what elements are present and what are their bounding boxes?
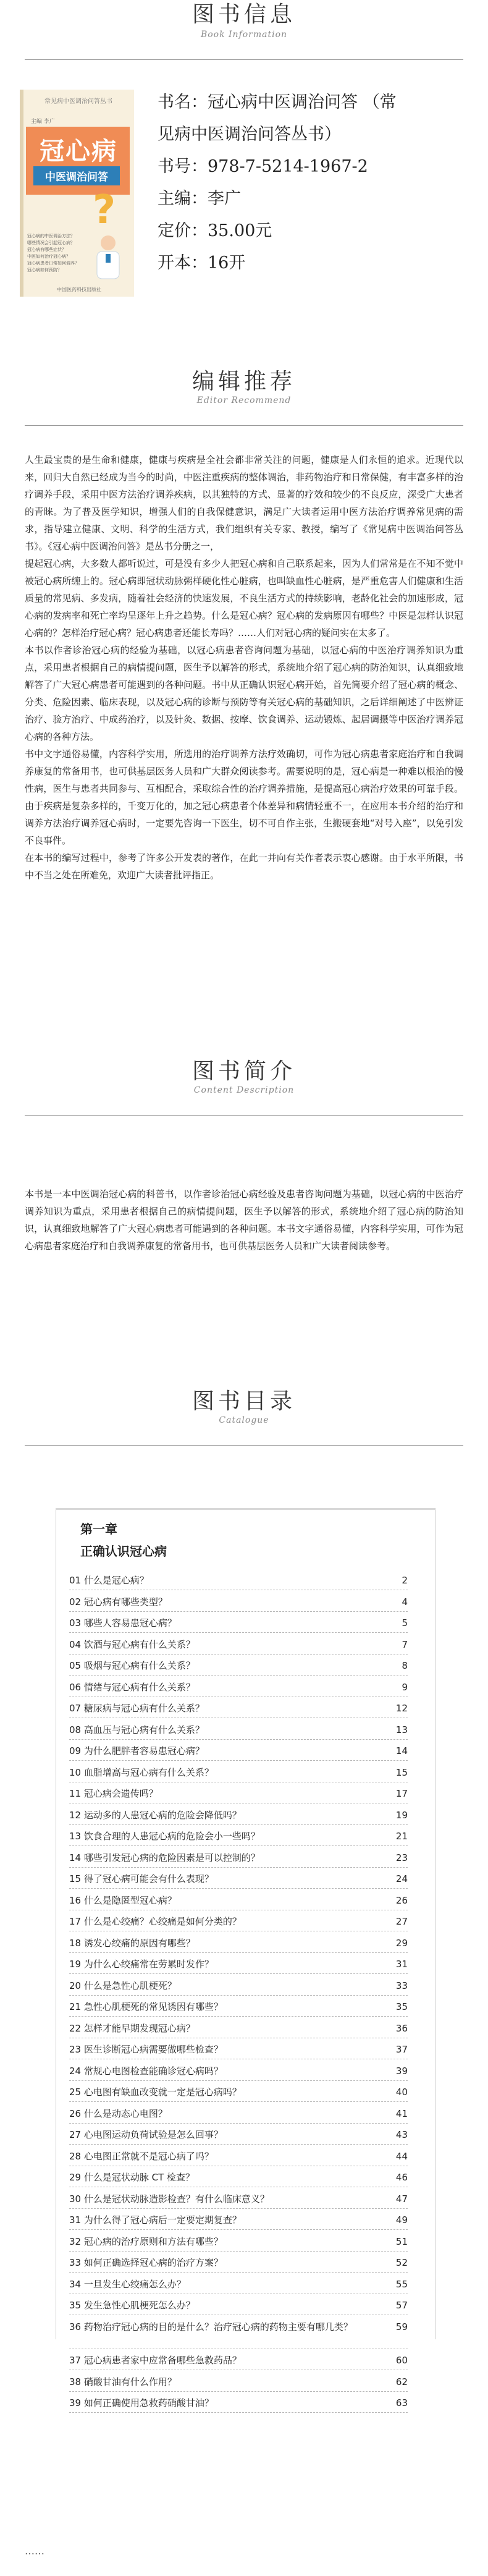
- toc-item-title: 11 冠心病会遗传吗？: [69, 1788, 158, 1799]
- toc-item[interactable]: [69, 2023, 408, 2034]
- toc-item-page: 63: [395, 2397, 408, 2409]
- recommend-paragraph: 人生最宝贵的是生命和健康，健康与疾病是全社会都非常关注的问题，健康是人们永恒的追求。近现代以来，回归大自然已经成为当今的时尚，中医注重疾病的整体调治，非药物治疗和日常保健，有丰富多样的治疗调养手段，采用中医方法治疗调养疾病，以其独特的方式、显著的疗效和较少的不良反应，深受广大患者的青睐。为了普及医学知识，增强人们的自我保健意识，满足广大读者运用中医方法治疗调养常见病的需求，指导建立健康、文明、科学的生活方式，我们组织有关专家、教授，编写了《常见病中医调治问答丛书》。《冠心病中医调治问答》是丛书分册之一，: [25, 454, 463, 552]
- cover-title: 冠心病: [40, 137, 117, 166]
- toc-item-page: 43: [395, 2129, 408, 2140]
- toc-item[interactable]: [69, 1959, 408, 1970]
- toc-item[interactable]: [69, 1745, 408, 1756]
- recommend-body: [25, 451, 463, 1131]
- intro-paragraph: 本书是一本中医调治冠心病的科普书，以作者诊治冠心病经验及患者咨询问题为基础，以冠心病的中医治疗调养知识为重点，采用患者根据自己的病情提问题，医生予以解答的形式，系统地介绍了冠心病的防治知识，认真细致地解答了广大冠心病患者可能遇到的各种问题。本书文字通俗易懂，内容科学实用，可作为冠心病患者家庭治疗和自我调养康复的常备用书，也可供基层医务人员和广大读者阅读参考。: [25, 1188, 463, 1252]
- toc-item-page: 19: [395, 1809, 408, 1821]
- toc-dotted-rule: [69, 2166, 408, 2167]
- toc-item[interactable]: [69, 2151, 408, 2162]
- toc-item[interactable]: [69, 2193, 408, 2205]
- toc-item-page: 21: [395, 1831, 408, 1842]
- toc-dotted-rule: [69, 1675, 408, 1676]
- toc-item-title: 12 运动多的人患冠心病的危险会降低吗？: [69, 1809, 242, 1821]
- toc-dotted-rule: [69, 2294, 408, 2295]
- toc-item-title: 30 什么是冠状动脉造影检查？有什么临床意义？: [69, 2193, 269, 2205]
- cover-spine: [20, 90, 23, 297]
- toc-dotted-rule: [69, 2391, 408, 2392]
- toc-item-title: 39 如何正确使用急救药硝酸甘油？: [69, 2397, 214, 2409]
- divider: [25, 1445, 463, 1446]
- toc-item-title: 05 吸烟与冠心病有什么关系？: [69, 1660, 195, 1671]
- toc-item-page: 14: [395, 1745, 408, 1756]
- toc-item[interactable]: [69, 2376, 408, 2387]
- toc-dotted-rule: [69, 1888, 408, 1889]
- toc-item-title: 04 饮酒与冠心病有什么关系？: [69, 1638, 195, 1650]
- section-title: 图书目录: [191, 1389, 296, 1414]
- toc-item-page: 12: [395, 1703, 408, 1714]
- cover-publisher: 中国医药科技出版社: [57, 287, 101, 292]
- toc-item-page: 24: [395, 1873, 408, 1884]
- toc-item[interactable]: [69, 1831, 408, 1842]
- section-subtitle: Content Description: [193, 1085, 295, 1095]
- cover-blurb-line: 冠心病如何预防？: [27, 268, 62, 273]
- toc-item-page: 46: [395, 2172, 408, 2183]
- toc-item[interactable]: [69, 1703, 408, 1714]
- toc-dotted-rule: [69, 2251, 408, 2252]
- toc-item[interactable]: [69, 2355, 408, 2366]
- cover-blurb-line: 冠心病患者日常如何调养？: [27, 261, 79, 266]
- toc-item-page: 35: [395, 2001, 408, 2012]
- toc-item-page: 37: [395, 2044, 408, 2055]
- toc-dotted-rule: [69, 1931, 408, 1932]
- toc-item-page: 29: [395, 1937, 408, 1949]
- toc-item-title: 03 哪些人容易患冠心病？: [69, 1617, 177, 1629]
- toc-item[interactable]: [69, 2321, 408, 2332]
- toc-item[interactable]: [69, 2001, 408, 2012]
- toc-item-title: 20 什么是急性心肌梗死？: [69, 1980, 177, 1991]
- toc-item[interactable]: [69, 1980, 408, 1991]
- toc-dotted-rule: [69, 1782, 408, 1783]
- section-title: 图书简介: [191, 1059, 296, 1084]
- book-title: 书名：冠心病中医调治问答 （常: [158, 93, 397, 112]
- recommend-paragraph: 本书以作者诊治冠心病的经验为基础，以冠心病患者咨询问题为基础，以冠心病的中医治疗调养知识为重点，采用患者根据自己的病情提问题，医生予以解答的形式，系统地介绍了冠心病的防治知识，认真细致地解答了广大冠心病患者可能遇到的各种问题。书中从正确认识冠心病开始，首先简要介绍了冠心病的概念、分类、危险因素、临床表现，以及冠心病的诊断与预防等有关冠心病的基础知识，之后详细阐述了中医辨证治疗、验方治疗、中成药治疗，以及针灸、数据、按摩、饮食调养、运动锻炼、起居调摄等中医治疗调养冠心病的各种方法。: [25, 645, 463, 742]
- toc-item-title: 29 什么是冠状动脉 CT 检查？: [69, 2172, 195, 2183]
- toc-item[interactable]: [69, 1810, 408, 1821]
- toc-item[interactable]: [69, 1788, 408, 1799]
- toc-item-page: 59: [395, 2321, 408, 2332]
- toc-item-page: 17: [395, 1788, 408, 1799]
- book-title-cont: 见病中医调治问答丛书）: [158, 125, 341, 144]
- book-isbn: 书号：978-7-5214-1967-2: [158, 157, 368, 176]
- toc-item[interactable]: [69, 2087, 408, 2098]
- toc-item-title: 24 常规心电图检查能确诊冠心病吗？: [69, 2065, 223, 2077]
- toc-item-page: 40: [395, 2087, 408, 2098]
- book-price: 定价：35.00元: [158, 221, 272, 240]
- cover-blurb-line: 中医如何治疗冠心病？: [27, 254, 70, 259]
- toc-item[interactable]: [69, 1639, 408, 1650]
- section-header-recommend: [0, 368, 488, 405]
- toc-item-page: 5: [402, 1617, 408, 1629]
- toc-item[interactable]: [69, 2279, 408, 2290]
- toc-dotted-rule: [69, 1803, 408, 1804]
- toc-dotted-rule: [69, 2229, 408, 2231]
- toc-item-title: 32 冠心病的治疗原则和方法有哪些？: [69, 2235, 223, 2247]
- toc-dotted-rule: [69, 2272, 408, 2273]
- toc-item-title: 18 诱发心绞痛的原因有哪些？: [69, 1937, 195, 1949]
- section-title: 编辑推荐: [191, 369, 296, 394]
- toc-dotted-rule: [69, 2101, 408, 2103]
- toc-dotted-rule: [69, 2080, 408, 2082]
- toc-item[interactable]: [69, 2257, 408, 2268]
- toc-item[interactable]: [69, 1724, 408, 1735]
- toc-dotted-rule: [69, 2412, 408, 2413]
- toc-item[interactable]: [69, 2214, 408, 2226]
- toc-chapter-top-rule: [56, 1508, 435, 1510]
- toc-item-title: 16 什么是隐匿型冠心病？: [69, 1894, 177, 1906]
- toc-item-page: 41: [395, 2108, 408, 2119]
- toc-item-page: 13: [395, 1724, 408, 1735]
- toc-dotted-rule: [69, 2187, 408, 2188]
- toc-item-title: 08 高血压与冠心病有什么关系？: [69, 1724, 204, 1735]
- toc-dotted-rule: [69, 1952, 408, 1954]
- toc-item-page: 15: [395, 1766, 408, 1778]
- toc-item[interactable]: [69, 1852, 408, 1863]
- toc-item-title: 21 急性心肌梗死的常见诱因有哪些？: [69, 2001, 223, 2012]
- toc-dotted-rule: [69, 2144, 408, 2145]
- toc-item-page: 52: [395, 2257, 408, 2268]
- toc-dotted-rule: [69, 2123, 408, 2124]
- toc-item[interactable]: [69, 2129, 408, 2140]
- toc-item-page: 33: [395, 1980, 408, 1991]
- toc-dotted-rule: [69, 2370, 408, 2371]
- toc-dotted-rule: [69, 2208, 408, 2210]
- toc-item-page: 36: [395, 2022, 408, 2034]
- toc-item-page: 4: [402, 1596, 408, 1608]
- toc-item-page: 44: [395, 2150, 408, 2162]
- toc-item[interactable]: [69, 1682, 408, 1693]
- toc-dotted-rule: [69, 1995, 408, 1996]
- cover-authors: 主编 李广: [31, 119, 55, 125]
- toc-item-title: 22 怎样才能早期发现冠心病？: [69, 2022, 195, 2034]
- section-subtitle: Catalogue: [219, 1415, 269, 1425]
- toc-item-page: 47: [395, 2193, 408, 2205]
- book-editor: 主编：李广: [158, 189, 241, 208]
- recommend-paragraph: 在本书的编写过程中，参考了许多公开发表的著作，在此一并向有关作者表示衷心感谢。由于水平所限，书中不当之处在所难免，欢迎广大读者批评指正。: [25, 852, 463, 881]
- toc-item-title: 10 血脂增高与冠心病有什么关系？: [69, 1766, 214, 1778]
- toc-item[interactable]: [69, 1660, 408, 1671]
- toc-item[interactable]: [69, 2065, 408, 2077]
- toc-item[interactable]: [69, 2397, 408, 2409]
- toc-item-title: 34 一旦发生心绞痛怎么办？: [69, 2278, 186, 2290]
- toc-item-title: 28 心电图正常就不是冠心病了吗？: [69, 2150, 214, 2162]
- section-header-info: [0, 1, 488, 40]
- cover-subtitle: 中医调治问答: [33, 166, 120, 185]
- toc-item[interactable]: [69, 2300, 408, 2311]
- toc-dotted-rule: [69, 1590, 408, 1591]
- toc-dotted-rule: [69, 1654, 408, 1655]
- toc-item-title: 26 什么是动态心电图？: [69, 2108, 167, 2119]
- section-header-intro: [0, 1058, 488, 1095]
- toc-item[interactable]: [69, 1596, 408, 1608]
- toc-dotted-rule: [69, 2059, 408, 2060]
- toc-item-title: 38 硝酸甘油有什么作用？: [69, 2376, 177, 2387]
- toc-dotted-rule: [69, 2315, 408, 2316]
- toc-item-page: 57: [395, 2300, 408, 2311]
- recommend-paragraph: 提起冠心病，大多数人都听说过，可是没有多少人把冠心病和自己联系起来，因为人们常常是在不知不觉中被冠心病所缠上的。冠心病即冠状动脉粥样硬化性心脏病，也叫缺血性心脏病，是严重危害人们健康和生活质量的常见病、多发病，随着社会经济的快速发展，不良生活方式的持续影响，老龄化社会的加速形成，冠心病的发病率和死亡率均呈逐年上升之趋势。什么是冠心病？冠心病的发病原因有哪些？中医是怎样认识冠心病的？怎样治疗冠心病？冠心病患者还能长寿吗？……人们对冠心病的疑问实在太多了。: [25, 558, 463, 638]
- doctor-illustration: [86, 232, 130, 281]
- toc-item-page: 62: [395, 2376, 408, 2387]
- toc-item[interactable]: [69, 1767, 408, 1778]
- section-subtitle: Editor Recommend: [196, 396, 292, 405]
- toc-dotted-rule: [69, 1611, 408, 1612]
- toc-item-title: 33 如何正确选择冠心病的治疗方案？: [69, 2257, 223, 2268]
- toc-item-page: 2: [402, 1575, 408, 1586]
- toc-dotted-rule: [69, 1760, 408, 1761]
- toc-dotted-rule: [69, 1697, 408, 1698]
- cover-blurb-line: 冠心病的中医调治方法？: [27, 234, 75, 239]
- toc-item-page: 55: [395, 2278, 408, 2290]
- toc-dotted-rule: [69, 1845, 408, 1847]
- cover-blurb-line: 冠心病有哪些症状？: [27, 247, 66, 252]
- toc-item-title: 25 心电图有缺血改变就一定是冠心病吗？: [69, 2087, 242, 2098]
- toc-item[interactable]: [69, 2108, 408, 2119]
- toc-ellipsis: ……: [25, 2545, 44, 2557]
- toc-item-title: 27 心电图运动负荷试验是怎么回事？: [69, 2129, 223, 2140]
- toc-item-title: 17 什么是心绞痛？心绞痛是如何分类的？: [69, 1916, 242, 1927]
- toc-item-title: 31 为什么得了冠心病后一定要定期复查？: [69, 2214, 242, 2226]
- toc-item[interactable]: [69, 2172, 408, 2183]
- toc-item-page: 9: [402, 1681, 408, 1693]
- toc-item-title: 19 为什么心绞痛常在劳累时发作？: [69, 1959, 214, 1970]
- divider: [25, 59, 463, 60]
- divider: [25, 425, 463, 426]
- book-format: 开本：16开: [158, 253, 246, 273]
- toc-item-page: 60: [395, 2355, 408, 2366]
- toc-item-title: 36 药物治疗冠心病的目的是什么？治疗冠心病的药物主要有哪几类？: [69, 2321, 353, 2332]
- toc-item-title: 07 糖尿病与冠心病有什么关系？: [69, 1703, 204, 1714]
- book-info: [158, 87, 479, 279]
- toc-dotted-rule: [69, 1867, 408, 1868]
- toc-item-page: 51: [395, 2235, 408, 2247]
- toc-item-page: 49: [395, 2214, 408, 2226]
- toc-item[interactable]: [69, 1575, 408, 1586]
- cover-blurb: [27, 233, 95, 274]
- toc-dotted-rule: [69, 2038, 408, 2039]
- toc-item[interactable]: [69, 1895, 408, 1906]
- toc-item[interactable]: [69, 2044, 408, 2055]
- toc-item-page: 7: [402, 1638, 408, 1650]
- toc-item-title: 35 发生急性心肌梗死怎么办？: [69, 2300, 195, 2311]
- toc-item-page: 39: [395, 2065, 408, 2077]
- toc-item-page: 31: [395, 1959, 408, 1970]
- book-cover: [20, 90, 134, 297]
- section-subtitle: Book Information: [200, 30, 288, 40]
- toc-item[interactable]: [69, 1873, 408, 1884]
- toc-dotted-rule: [69, 1824, 408, 1826]
- toc-item[interactable]: [69, 2236, 408, 2247]
- toc-item[interactable]: [69, 1938, 408, 1949]
- cover-series: 常见病中医调治问答丛书: [44, 98, 112, 105]
- toc-dotted-rule: [69, 1973, 408, 1975]
- toc-dotted-rule: [69, 2349, 408, 2350]
- cover-question-mark: ?: [93, 187, 116, 233]
- recommend-paragraph: 书中文字通俗易懂，内容科学实用，所选用的治疗调养方法疗效确切，可作为冠心病患者家庭治疗和自我调养康复的常备用书，也可供基层医务人员和广大群众阅读参考。需要说明的是，冠心病是一种难以根治的慢性病，医生与患者共同参与、互相配合，采取综合性的治疗调养措施，是提高冠心病治疗效果的可靠手段。由于疾病是复杂多样的，千变万化的，加之冠心病患者个体差异和病情轻重不一，在应用本书介绍的治疗和调养方法治疗调养冠心病时，一定要先咨询一下医生，切不可自作主张，生搬硬套地“对号入座”，以免引发不良事件。: [25, 748, 463, 846]
- toc-item-page: 27: [395, 1916, 408, 1927]
- toc-item-title: 37 冠心病患者家中应常备哪些急救药品？: [69, 2355, 242, 2366]
- toc-item[interactable]: [69, 1617, 408, 1629]
- cover-blurb-line: 哪些情况会引起冠心病？: [27, 240, 75, 245]
- toc-item-title: 06 情绪与冠心病有什么关系？: [69, 1681, 195, 1693]
- section-header-toc: [0, 1388, 488, 1425]
- section-title: 图书信息: [191, 2, 296, 27]
- toc-item-title: 23 医生诊断冠心病需要做哪些检查？: [69, 2044, 223, 2055]
- toc-item-title: 14 哪些引发冠心病的危险因素是可以控制的？: [69, 1852, 260, 1863]
- toc-item-title: 13 饮食合理的人患冠心病的危险会小一些吗？: [69, 1831, 260, 1842]
- toc-dotted-rule: [69, 1739, 408, 1740]
- toc-item[interactable]: [69, 1916, 408, 1927]
- toc-dotted-rule: [69, 1632, 408, 1633]
- toc-dotted-rule: [69, 1718, 408, 1719]
- toc-item-title: 09 为什么肥胖者容易患冠心病？: [69, 1745, 204, 1756]
- intro-body: [25, 1185, 463, 1297]
- toc-dotted-rule: [69, 1910, 408, 1911]
- chapter-number: 第一章: [80, 1522, 117, 1536]
- toc-item-page: 26: [395, 1894, 408, 1906]
- toc-dotted-rule: [69, 2016, 408, 2017]
- toc-item-page: 23: [395, 1852, 408, 1863]
- chapter-title: 正确认识冠心病: [80, 1544, 167, 1559]
- divider: [25, 1115, 463, 1116]
- toc-item-page: 8: [402, 1660, 408, 1671]
- toc-item-title: 15 得了冠心病可能会有什么表现？: [69, 1873, 214, 1884]
- toc-item-title: 01 什么是冠心病？: [69, 1575, 149, 1586]
- toc-item-title: 02 冠心病有哪些类型？: [69, 1596, 167, 1608]
